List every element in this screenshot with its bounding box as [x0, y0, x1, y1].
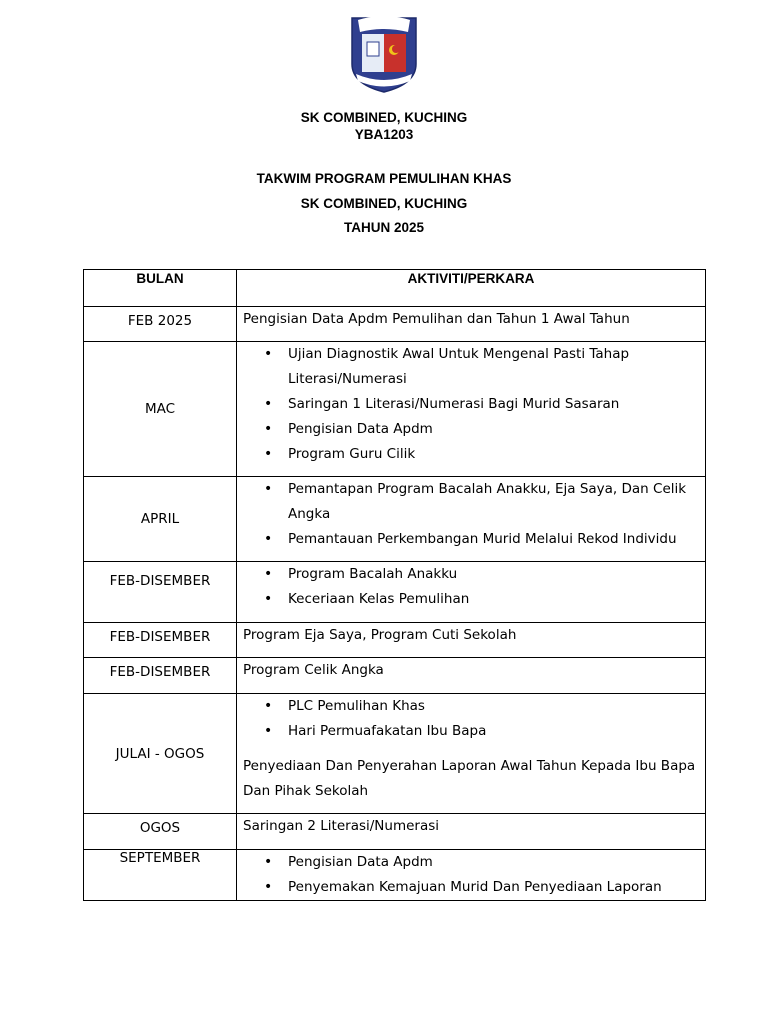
month-cell: MAC	[84, 342, 237, 477]
table-row	[84, 850, 706, 901]
month-cell: FEB-DISEMBER	[84, 562, 237, 623]
month-cell: FEB-DISEMBER	[84, 623, 237, 658]
list-item: • PLC Pemulihan Khas	[243, 694, 699, 719]
activity-list	[243, 562, 699, 612]
table-row	[84, 562, 706, 623]
table-row	[84, 307, 706, 342]
column-header-activity: AKTIVITI/PERKARA	[237, 270, 706, 307]
table-row	[84, 623, 706, 658]
month-cell: JULAI - OGOS	[84, 694, 237, 814]
document-year: TAHUN 2025	[343, 220, 425, 235]
school-code: YBA1203	[354, 127, 414, 142]
activity-text: Program Celik Angka	[243, 662, 384, 678]
activity-text: Pengisian Data Apdm Pemulihan dan Tahun 1 Awal Tahun	[243, 311, 630, 327]
activity-table	[83, 269, 706, 901]
list-item: • Ujian Diagnostik Awal Untuk Mengenal Pasti Tahap Literasi/Numerasi	[243, 342, 699, 392]
school-crest-logo	[348, 14, 420, 96]
list-item: • Pengisian Data Apdm	[243, 850, 699, 875]
activity-cell	[237, 814, 706, 850]
list-item: • Saringan 1 Literasi/Numerasi Bagi Murid Sasaran	[243, 392, 699, 417]
list-item: • Pengisian Data Apdm	[243, 417, 699, 442]
month-cell: APRIL	[84, 477, 237, 562]
table-row	[84, 814, 706, 850]
activity-text: Penyediaan Dan Penyerahan Laporan Awal Tahun Kepada Ibu Bapa Dan Pihak Sekolah	[243, 758, 696, 799]
activity-text: Program Eja Saya, Program Cuti Sekolah	[243, 627, 517, 643]
month-cell: OGOS	[84, 814, 237, 850]
document-title: TAKWIM PROGRAM PEMULIHAN KHAS	[256, 171, 512, 186]
table-header-row	[84, 270, 706, 307]
activity-cell	[237, 307, 706, 342]
list-item: • Program Bacalah Anakku	[243, 562, 699, 587]
list-item: • Pemantapan Program Bacalah Anakku, Eja Saya, Dan Celik Angka	[243, 477, 699, 527]
activity-list	[243, 850, 699, 900]
school-name: SK COMBINED, KUCHING	[300, 110, 468, 125]
table-row	[84, 658, 706, 694]
activity-cell	[237, 342, 706, 477]
activity-list	[243, 342, 699, 467]
activity-cell	[237, 658, 706, 694]
activity-cell	[237, 477, 706, 562]
table-row	[84, 342, 706, 477]
list-item: • Hari Permuafakatan Ibu Bapa	[243, 719, 699, 744]
document-subtitle: SK COMBINED, KUCHING	[300, 196, 468, 211]
month-cell: FEB-DISEMBER	[84, 658, 237, 694]
month-cell: SEPTEMBER	[84, 850, 237, 901]
column-header-month: BULAN	[84, 270, 237, 307]
list-item: • Keceriaan Kelas Pemulihan	[243, 587, 699, 612]
month-cell: FEB 2025	[84, 307, 237, 342]
activity-cell	[237, 694, 706, 814]
table-row	[84, 694, 706, 814]
list-item: • Pemantauan Perkembangan Murid Melalui Rekod Individu	[243, 527, 699, 552]
activity-cell	[237, 850, 706, 901]
activity-cell	[237, 562, 706, 623]
activity-list	[243, 477, 699, 552]
table-row	[84, 477, 706, 562]
list-item: • Program Guru Cilik	[243, 442, 699, 467]
activity-text: Saringan 2 Literasi/Numerasi	[243, 818, 440, 834]
list-item: • Penyemakan Kemajuan Murid Dan Penyediaan Laporan	[243, 875, 699, 900]
activity-cell	[237, 623, 706, 658]
activity-list	[243, 694, 699, 744]
